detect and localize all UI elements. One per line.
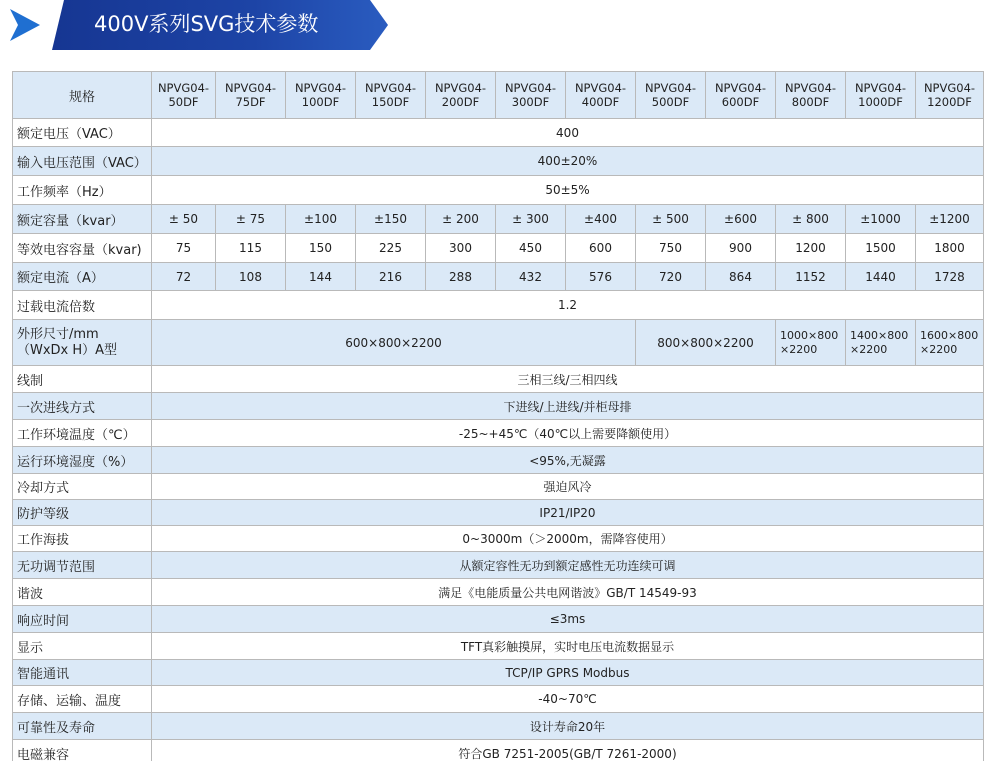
row-value: 50±5% [152,176,984,205]
table-row [13,320,984,366]
table-row [13,686,984,713]
value-cell: 576 [566,263,636,291]
row-value: 强迫风冷 [152,474,984,500]
value-cell: ±150 [356,205,426,234]
table-row [13,263,984,291]
value-cell: 115 [216,234,286,263]
row-label: 谐波 [13,579,152,606]
value-cell: 108 [216,263,286,291]
model-cell: NPVG04- 200DF [426,72,496,119]
row-label: 额定电流（A） [13,263,152,291]
value-cell: 1200 [776,234,846,263]
value-cell: 1440 [846,263,916,291]
model-cell: NPVG04- 400DF [566,72,636,119]
value-cell: 150 [286,234,356,263]
row-label: 线制 [13,366,152,393]
model-cell: NPVG04- 800DF [776,72,846,119]
value-cell: ± 300 [496,205,566,234]
row-label: 等效电容容量（kvar) [13,234,152,263]
value-cell: ± 50 [152,205,216,234]
value-cell: 144 [286,263,356,291]
spec-table [12,71,984,761]
model-cell: NPVG04- 50DF [152,72,216,119]
table-row [13,119,984,147]
model-cell: NPVG04- 500DF [636,72,706,119]
value-cell: 1728 [916,263,984,291]
row-value: 1400×800 ×2200 [846,320,916,366]
row-label: 额定容量（kvar） [13,205,152,234]
row-label: 额定电压（VAC） [13,119,152,147]
model-cell: NPVG04- 1000DF [846,72,916,119]
row-value: 三相三线/三相四线 [152,366,984,393]
row-label: 响应时间 [13,606,152,633]
value-cell: ±1000 [846,205,916,234]
table-row [13,205,984,234]
value-cell: 900 [706,234,776,263]
value-cell: ± 75 [216,205,286,234]
row-label: 过载电流倍数 [13,291,152,320]
table-row [13,740,984,761]
row-label: 智能通讯 [13,660,152,686]
row-label: 无功调节范围 [13,552,152,579]
table-row [13,291,984,320]
row-value: IP21/IP20 [152,500,984,526]
row-value: 满足《电能质量公共电网谐波》GB/T 14549-93 [152,579,984,606]
row-value: ≤3ms [152,606,984,633]
row-label: 防护等级 [13,500,152,526]
row-value: TCP/IP GPRS Modbus [152,660,984,686]
model-cell: NPVG04- 1200DF [916,72,984,119]
table-row [13,500,984,526]
row-value: 下进线/上进线/并柜母排 [152,393,984,420]
model-cell: NPVG04- 300DF [496,72,566,119]
spec-label-header: 规格 [13,72,152,119]
row-label: 可靠性及寿命 [13,713,152,740]
table-row [13,474,984,500]
model-cell: NPVG04- 100DF [286,72,356,119]
row-label: 外形尺寸/mm （WxDx H）A型 [13,320,152,366]
table-row [13,420,984,447]
row-value: TFT真彩触摸屏，实时电压电流数据显示 [152,633,984,660]
row-value: -40~70℃ [152,686,984,713]
value-cell: ±400 [566,205,636,234]
row-value: 0~3000m（＞2000m，需降容使用） [152,526,984,552]
value-cell: 432 [496,263,566,291]
table-row [13,713,984,740]
value-cell: 72 [152,263,216,291]
row-label: 存储、运输、温度 [13,686,152,713]
value-cell: 1152 [776,263,846,291]
table-row [13,147,984,176]
row-label: 电磁兼容 [13,740,152,761]
table-row [13,234,984,263]
row-value: -25~+45℃（40℃以上需要降额使用） [152,420,984,447]
row-value: 1600×800 ×2200 [916,320,984,366]
row-value: <95%,无凝露 [152,447,984,474]
row-value: 从额定容性无功到额定感性无功连续可调 [152,552,984,579]
value-cell: 750 [636,234,706,263]
row-value: 1000×800 ×2200 [776,320,846,366]
model-cell: NPVG04- 75DF [216,72,286,119]
value-cell: 600 [566,234,636,263]
value-cell: 75 [152,234,216,263]
row-label: 工作频率（Hz） [13,176,152,205]
value-cell: 864 [706,263,776,291]
row-value: 600×800×2200 [152,320,636,366]
value-cell: ± 500 [636,205,706,234]
row-value: 400 [152,119,984,147]
value-cell: ±1200 [916,205,984,234]
table-row [13,447,984,474]
table-row [13,393,984,420]
row-label: 一次进线方式 [13,393,152,420]
value-cell: 216 [356,263,426,291]
table-row [13,633,984,660]
value-cell: ± 200 [426,205,496,234]
value-cell: 288 [426,263,496,291]
table-row [13,579,984,606]
row-label: 冷却方式 [13,474,152,500]
row-value: 1.2 [152,291,984,320]
value-cell: 720 [636,263,706,291]
row-value: 800×800×2200 [636,320,776,366]
table-header-row [13,72,984,119]
table-row [13,176,984,205]
value-cell: 225 [356,234,426,263]
row-label: 工作环境温度（℃） [13,420,152,447]
table-row [13,366,984,393]
chevron-right-icon [10,9,40,41]
row-value: 设计寿命20年 [152,713,984,740]
table-row [13,660,984,686]
model-cell: NPVG04- 600DF [706,72,776,119]
header-banner [0,0,998,52]
row-label: 输入电压范围（VAC） [13,147,152,176]
value-cell: ±600 [706,205,776,234]
row-label: 显示 [13,633,152,660]
value-cell: 1800 [916,234,984,263]
table-row [13,526,984,552]
row-value: 符合GB 7251-2005(GB/T 7261-2000) [152,740,984,761]
row-value: 400±20% [152,147,984,176]
table-row [13,552,984,579]
row-label: 工作海拔 [13,526,152,552]
value-cell: ± 800 [776,205,846,234]
value-cell: ±100 [286,205,356,234]
model-cell: NPVG04- 150DF [356,72,426,119]
table-row [13,606,984,633]
value-cell: 300 [426,234,496,263]
value-cell: 1500 [846,234,916,263]
page-title: 400V系列SVG技术参数 [94,12,319,36]
value-cell: 450 [496,234,566,263]
row-label: 运行环境湿度（%） [13,447,152,474]
